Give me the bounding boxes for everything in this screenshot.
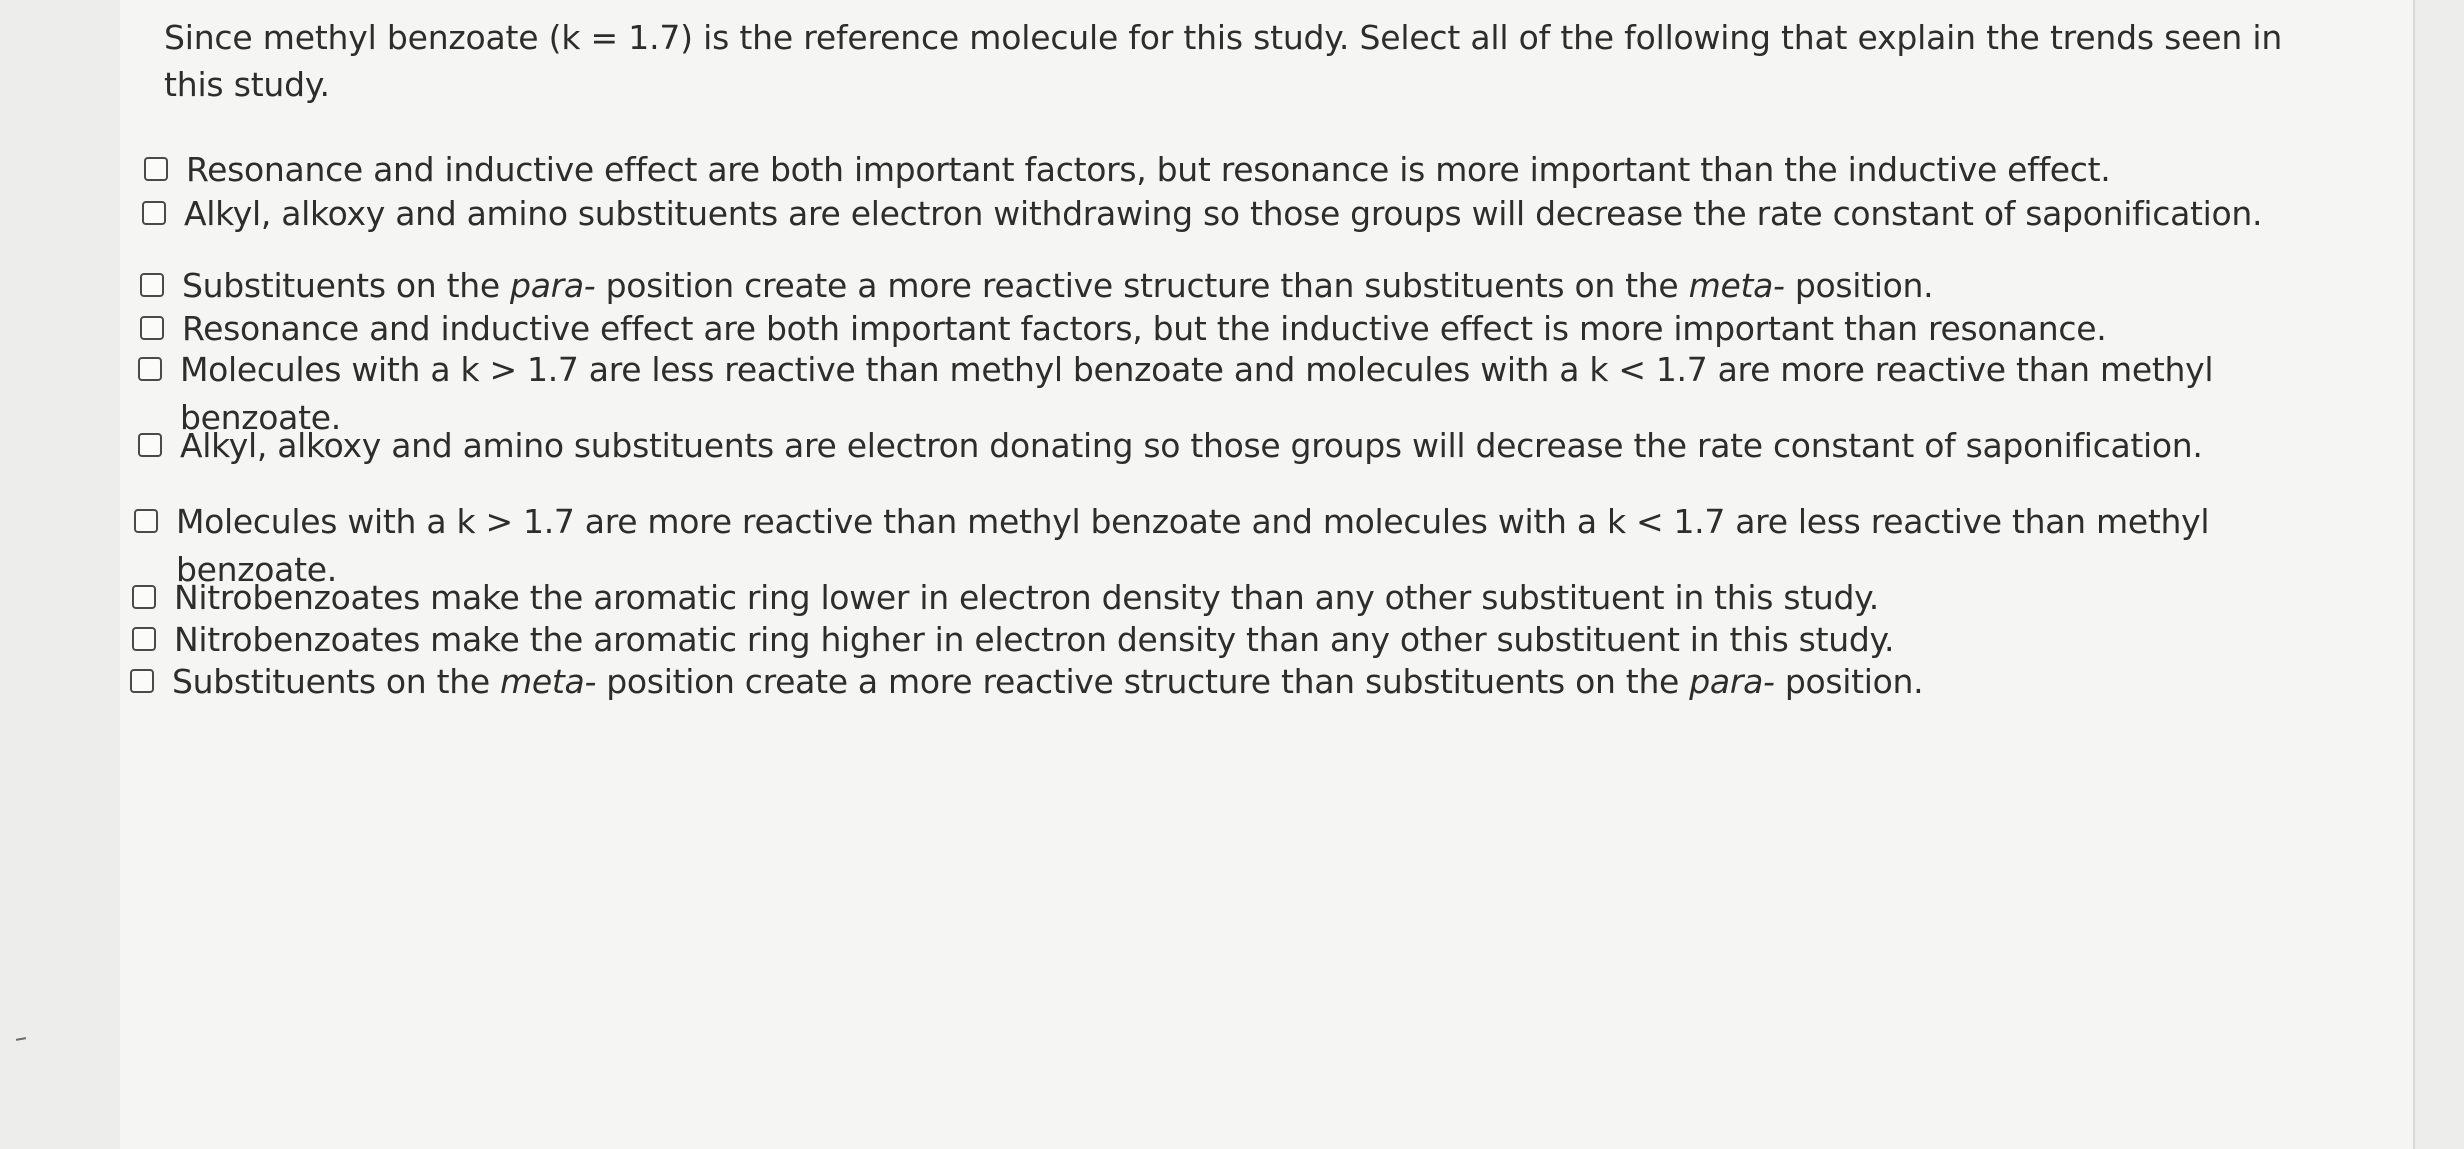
option-label: Alkyl, alkoxy and amino substituents are electron withdrawing so those groups will decrease the rate constant of saponification. (184, 194, 2263, 233)
option-label: Substituents on the para- position create a more reactive structure than substituents on the meta- position. (182, 266, 1934, 305)
option-label: Nitrobenzoates make the aromatic ring higher in electron density than any other substituent in this study. (174, 620, 1895, 659)
option-label: Alkyl, alkoxy and amino substituents are electron donating so those groups will decrease the rate constant of saponification. (180, 426, 2203, 465)
edge-mark (16, 1037, 26, 1041)
option-6[interactable] (138, 422, 2238, 470)
option-3[interactable] (140, 262, 2340, 310)
option-10[interactable] (130, 658, 2340, 706)
option-9[interactable] (132, 616, 2332, 664)
checkbox-icon[interactable] (140, 316, 164, 340)
checkbox-icon[interactable] (138, 433, 162, 457)
option-2[interactable] (142, 190, 2282, 238)
checkbox-icon[interactable] (140, 273, 164, 297)
option-label: Resonance and inductive effect are both important factors, but the inductive effect is more important than resonance. (182, 309, 2107, 348)
option-1[interactable] (144, 146, 2344, 194)
option-label: Substituents on the meta- position create a more reactive structure than substituents on the para- position. (172, 662, 1924, 701)
option-label: Molecules with a k > 1.7 are less reactive than methyl benzoate and molecules with a k < 1.7 are more reactive than methyl benzoate. (180, 350, 2214, 437)
question-prompt: Since methyl benzoate (k = 1.7) is the reference molecule for this study. Select all of the following that explain the trends seen in this study. (164, 18, 2283, 104)
option-8[interactable] (132, 574, 2332, 622)
checkbox-icon[interactable] (132, 627, 156, 651)
answer-options-list (120, 0, 2415, 1149)
option-label: Resonance and inductive effect are both important factors, but resonance is more important than the inductive effect. (186, 150, 2111, 189)
option-label: Nitrobenzoates make the aromatic ring lower in electron density than any other substituent in this study. (174, 578, 1879, 617)
checkbox-icon[interactable] (142, 201, 166, 225)
checkbox-icon[interactable] (130, 669, 154, 693)
checkbox-icon[interactable] (132, 585, 156, 609)
checkbox-icon[interactable] (138, 357, 162, 381)
question-panel (120, 0, 2415, 1149)
checkbox-icon[interactable] (144, 157, 168, 181)
option-label: Molecules with a k > 1.7 are more reactive than methyl benzoate and molecules with a k < 1.7 are less reactive than methyl benzoate. (176, 502, 2210, 589)
checkbox-icon[interactable] (134, 509, 158, 533)
